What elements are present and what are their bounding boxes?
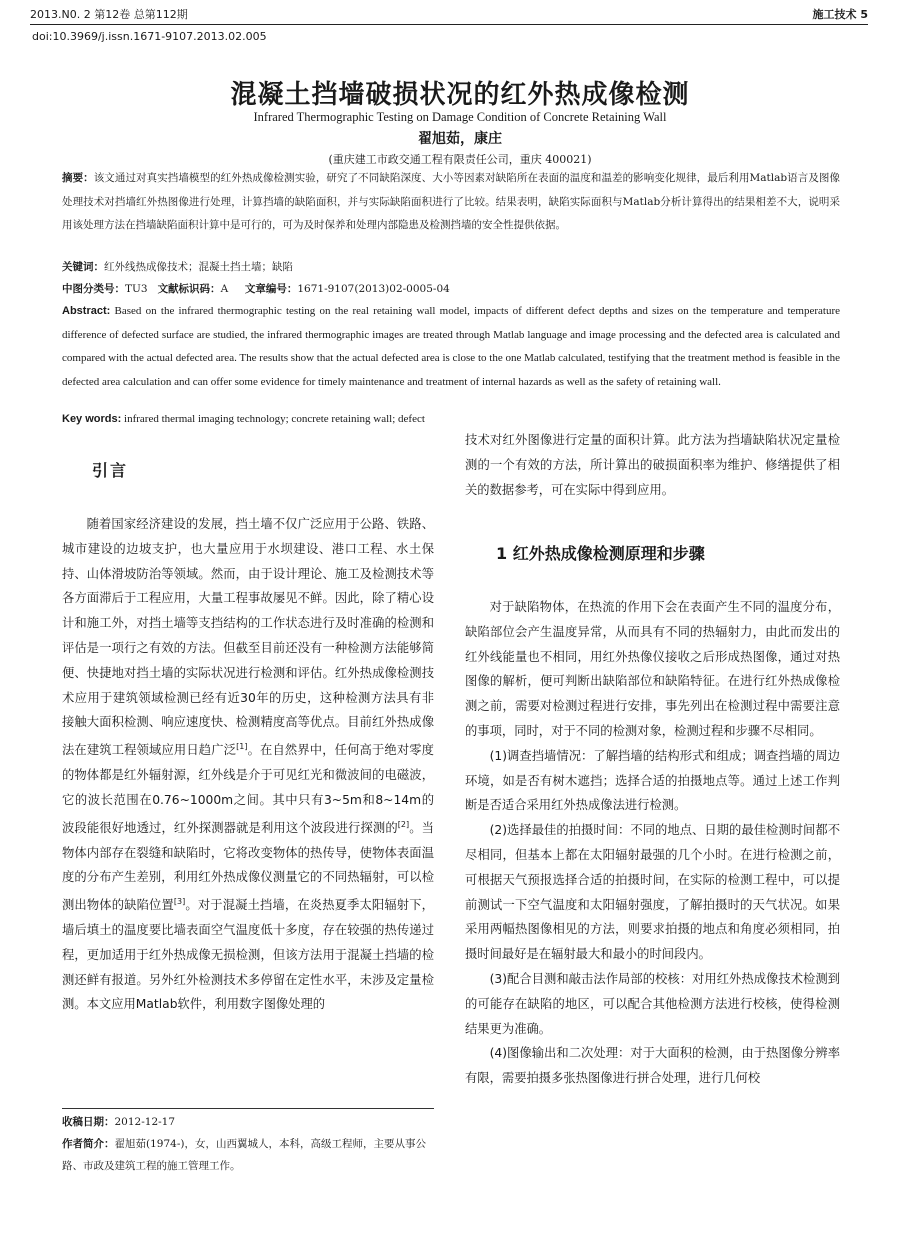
intro-heading: 引言 — [92, 461, 129, 480]
doc-code-value: A — [220, 283, 229, 295]
header-rule — [30, 24, 868, 25]
footnote-rule — [62, 1108, 434, 1109]
section-1-heading: 1 红外热成像检测原理和步骤 — [496, 544, 705, 563]
step-3-paragraph: (3)配合目测和敲击法作局部的校核：对用红外热成像技术检测到的可能存在缺陷的地区，可以配合其他检测方法进行校核，使得检测结果更为准确。 — [465, 971, 840, 1036]
citation-ref: [3] — [173, 897, 186, 907]
journal-issue: 2013.N0. 2 第12卷 总第112期 — [30, 8, 188, 21]
intro-continued — [465, 428, 840, 502]
doi: doi:10.3969/j.issn.1671-9107.2013.02.005 — [32, 30, 267, 43]
authors: 翟旭茹，康庄 — [418, 131, 502, 147]
intro-paragraph — [62, 512, 434, 1017]
author-bio — [62, 1133, 434, 1177]
received-label: 收稿日期： — [62, 1116, 115, 1128]
english-title: Infrared Thermographic Testing on Damage Condition of Concrete Retaining Wall — [253, 110, 667, 124]
doc-code-label: 文献标识码： — [157, 283, 221, 295]
keywords-cn-label: 关键词： — [62, 261, 104, 273]
paper-title: 混凝土挡墙破损状况的红外热成像检测 — [230, 80, 690, 110]
received-value: 2012-12-17 — [114, 1116, 176, 1128]
clc-label: 中图分类号： — [62, 283, 125, 295]
step-4-paragraph: (4)图像输出和二次处理：对于大面积的检测，由于热图像分辨率有限，需要拍摄多张热图像进行拼合处理，进行几何校 — [465, 1046, 840, 1086]
abstract-en — [62, 300, 840, 394]
keywords-en-text: infrared thermal imaging technology; concrete retaining wall; defect — [124, 413, 425, 425]
abstract-cn — [62, 167, 840, 238]
author-bio-label: 作者简介： — [62, 1138, 115, 1150]
section-1-body — [465, 595, 840, 1091]
intro-text-4: 。对于混凝土挡墙，在炎热夏季太阳辐射下，墙后填土的温度要比墙表面空气温度低十多度，存在较强的热传递过程，更加适用于红外热成像无损检测，但该方法用于混凝土挡墙的检测还鲜有报道。另外红外检测技术多停留在定性水平，未涉及定量检测。本文应用Matlab软件，利用数字图像处理的 — [62, 898, 434, 1012]
abstract-cn-text: 该文通过对真实挡墙模型的红外热成像检测实验，研究了不同缺陷深度、大小等因素对缺陷所在表面的温度和温差的影响变化规律，最后利用Matlab语言及图像处理技术对挡墙红外热图像进行处理，计算挡墙的缺陷面积，并与实际缺陷面积进行了比较。结果表明，缺陷实际面积与Matlab分析计算得出的结果相差不大，说明采用该处理方法在挡墙缺陷面积计算中是可行的，可为及时保养和处理内部隐患及检测挡墙的安全性提供依据。 — [62, 172, 840, 231]
keywords-cn — [62, 256, 840, 280]
section-1-paragraph: 对于缺陷物体，在热流的作用下会在表面产生不同的温度分布，缺陷部位会产生温度异常，从而具有不同的热辐射力，由此而发出的红外线能量也不相同，用红外热像仪接收之后形成热图像，通过对热图像的解析，便可判断出缺陷部位和缺陷特征。在进行红外热成像检测之前，需要对检测过程进行安排，事先列出在检测过程中需要注意的事项，同时，对于不同的检测对象，检测过程和步骤不尽相同。 — [465, 600, 840, 738]
author-bio-text: 翟旭茹(1974-)，女，山西翼城人，本科，高级工程师，主要从事公路、市政及建筑工程的施工管理工作。 — [62, 1138, 426, 1172]
intro-continued-text: 技术对红外图像进行定量的面积计算。此方法为挡墙缺陷状况定量检测的一个有效的方法，所计算出的破损面积率为维护、修缮提供了相关的数据参考，可在实际中得到应用。 — [465, 433, 840, 497]
keywords-en-label: Key words: — [62, 413, 122, 425]
article-number-label: 文章编号： — [244, 283, 298, 295]
step-1-paragraph: (1)调查挡墙情况：了解挡墙的结构形式和组成；调查挡墙的周边环境，如是否有树木遮挡；选择合适的拍摄地点等。通过上述工作判断是否适合采用红外热成像法进行检测。 — [465, 748, 840, 813]
affiliation: (重庆建工市政交通工程有限责任公司，重庆 400021) — [328, 153, 592, 166]
abstract-en-label: Abstract: — [62, 305, 111, 317]
keywords-cn-text: 红外线热成像技术；混凝土挡土墙；缺陷 — [104, 261, 293, 273]
intro-text-1: 随着国家经济建设的发展，挡土墙不仅广泛应用于公路、铁路、城市建设的边坡支护，也大量应用于水坝建设、港口工程、水土保持、山体滑坡防治等领域。然而，由于设计理论、施工及检测技术等各方面滞后于工程应用，大量工程事故屡见不鲜。因此，除了精心设计和施工外，对挡土墙等支挡结构的工作状态进行及时准确的检测和评估是一项行之有效的方法。但截至目前还没有一种检测方法能够简便、快捷地对挡土墙的实际状况进行检测和评估。红外热成像检测技术应用于建筑领域检测已经有近30年的历史，这种检测方法具有非接触大面积检测、响应速度快、检测精度高等优点。目前红外热成像法在建筑工程领域应用日趋广泛 — [62, 517, 434, 758]
intro-text-3: 。当物体内部存在裂缝和缺陷时，它将改变物体的热传导，使物体表面温度的分布产生差别，利用红外热成像仪测量它的不同热辐射，可以检测出物体的缺陷位置 — [62, 820, 434, 913]
footnotes — [62, 1111, 434, 1177]
received-date — [62, 1111, 434, 1133]
abstract-cn-label: 摘要： — [62, 172, 94, 184]
article-number-value: 1671-9107(2013)02-0005-04 — [297, 283, 450, 295]
classification-line — [62, 278, 840, 302]
intro-text-2: 。在自然界中，任何高于绝对零度的物体都是红外辐射源，红外线是介于可见红光和微波间的电磁波，它的波长范围在0.76~1000m之间。其中只有3~5m和8~14m的波段能很好地透过，红外探测器就是利用这个波段进行探测的 — [62, 743, 434, 835]
clc-value: TU3 — [125, 283, 148, 295]
step-2-paragraph: (2)选择最佳的拍摄时间：不同的地点、日期的最佳检测时间都不尽相同，但基本上都在太阳辐射最强的几个小时。在进行检测之前，可根据天气预报选择合适的拍摄时间，在实际的检测工程中，可以提前测试一下空气温度和太阳辐射强度，了解拍摄时的天气状况。如果采用两幅热图像相见的方法，则要求拍摄的地点和角度必须相同，拍摄时间最好是在辐射最大和最小的时间段内。 — [465, 823, 840, 962]
citation-ref: [1] — [236, 742, 248, 752]
abstract-en-text: Based on the infrared thermographic testing on the real retaining wall model, impacts of different defect depths and sizes on the temperature and temperature difference of defected surface are studied, the infrared thermographic images are treated through Matlab language and image processing and the defected area is calculated and compared with the actual defected area. The results show that the actual defected area is close to the one Matlab calculated, testifying that the treatment method is feasible in the defected area calculation and can offer some evidence for timely maintenance and treatment of internal hazards as well as the safety of retaining wall. — [62, 305, 840, 388]
journal-name-page: 施工技术 5 — [812, 8, 868, 21]
intro-body — [62, 512, 434, 1017]
citation-ref: [2] — [397, 819, 410, 829]
